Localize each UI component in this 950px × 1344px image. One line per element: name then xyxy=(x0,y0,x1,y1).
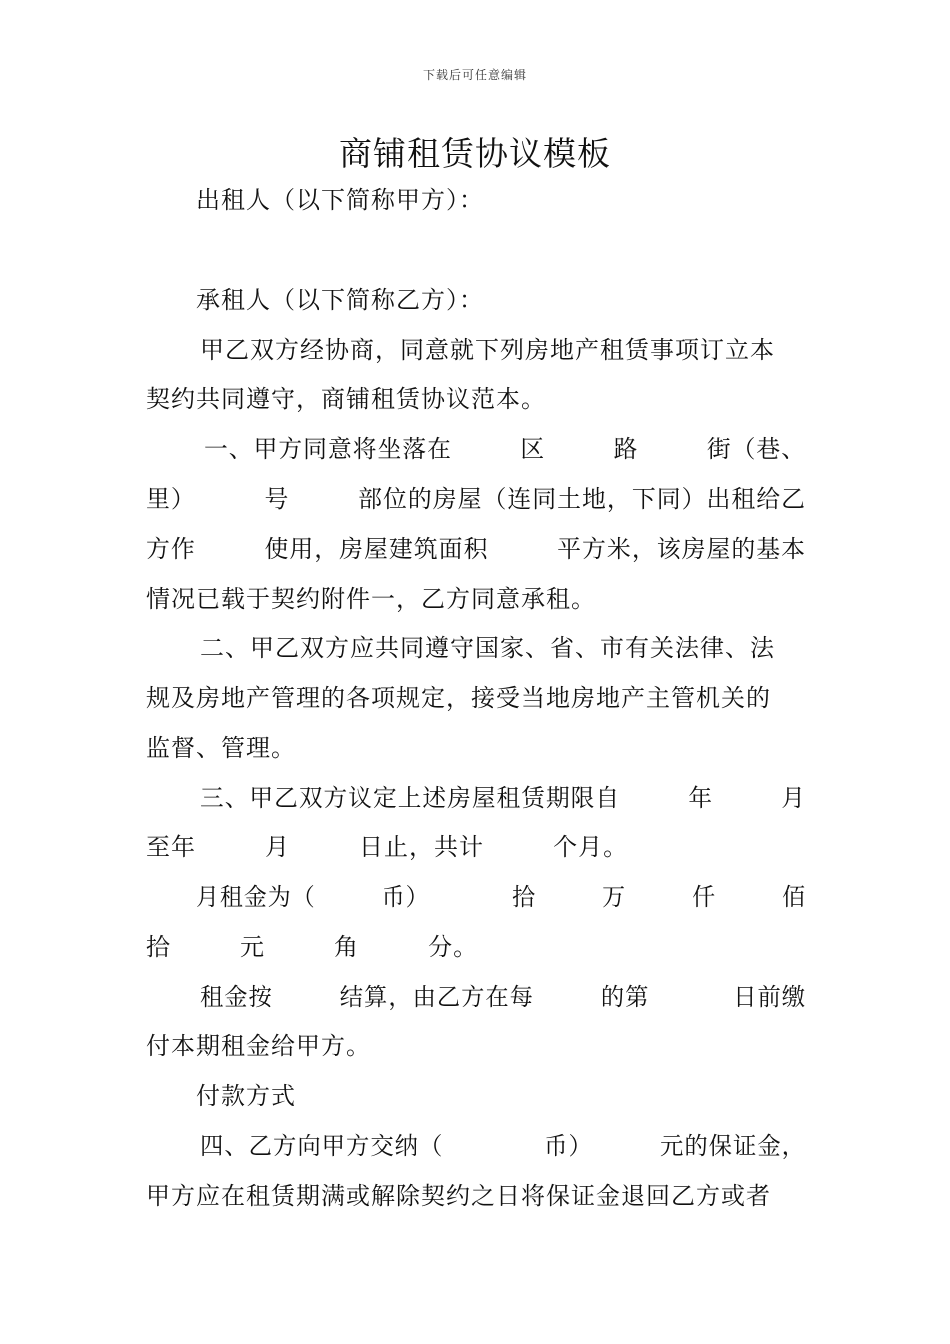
paragraph-line: 一、甲方同意将坐落在 区 路 街（巷、 xyxy=(204,435,806,463)
paragraph-line: 三、甲乙双方议定上述房屋租赁期限自 年 月 xyxy=(200,784,807,812)
paragraph-line: 月租金为（ 币） 拾 万 仟 佰 xyxy=(196,883,807,911)
paragraph-line: 出租人（以下简称甲方）： xyxy=(196,186,484,214)
paragraph-line: 租金按 结算，由乙方在每 的第 日前缴 xyxy=(200,983,807,1011)
paragraph-line: 甲方应在租赁期满或解除契约之日将保证金退回乙方或者 xyxy=(146,1182,771,1210)
paragraph-line: 拾 元 角 分。 xyxy=(146,933,479,961)
paragraph-line: 契约共同遵守，商铺租赁协议范本。 xyxy=(146,385,546,413)
paragraph-line: 至年 月 日止，共计 个月。 xyxy=(146,833,629,861)
paragraph-line: 监督、管理。 xyxy=(146,734,296,762)
paragraph-line: 规及房地产管理的各项规定，接受当地房地产主管机关的 xyxy=(146,684,771,712)
paragraph-line: 付本期租金给甲方。 xyxy=(146,1032,371,1060)
paragraph-line: 承租人（以下简称乙方）： xyxy=(196,286,484,314)
paragraph-line: 情况已载于契约附件一，乙方同意承租。 xyxy=(146,585,596,613)
paragraph-line: 甲乙双方经协商，同意就下列房地产租赁事项订立本 xyxy=(200,336,775,364)
paragraph-line: 里） 号 部位的房屋（连同土地，下同）出租给乙 xyxy=(146,485,807,513)
paragraph-line: 方作 使用，房屋建筑面积 平方米，该房屋的基本 xyxy=(146,535,807,563)
paragraph-line: 四、乙方向甲方交纳（ 币） 元的保证金， xyxy=(200,1132,807,1160)
page-header-note: 下载后可任意编辑 xyxy=(422,68,527,82)
paragraph-line: 二、甲乙双方应共同遵守国家、省、市有关法律、法 xyxy=(200,634,775,662)
paragraph-line: 付款方式 xyxy=(196,1082,296,1110)
document-title: 商铺租赁协议模板 xyxy=(339,134,611,173)
